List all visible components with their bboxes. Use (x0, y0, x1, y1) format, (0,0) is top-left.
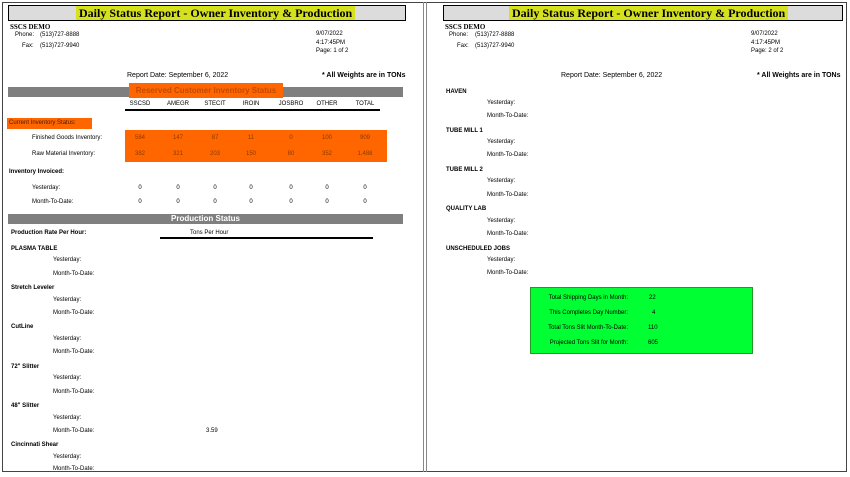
finished-goods-value: 584 (134, 135, 145, 141)
mtd-label: Month-To-Date: (53, 428, 95, 434)
mtd-label: Month-To-Date: (53, 310, 95, 316)
company-name: SSCS DEMO (445, 23, 486, 31)
col-header: TOTAL (355, 101, 375, 107)
col-header: JOSBRO (278, 101, 304, 107)
finished-goods-value: 100 (321, 135, 332, 141)
section-tube-mill-1: TUBE MILL 1 (446, 128, 483, 134)
phone-number: (513)727-8888 (40, 32, 80, 38)
reserved-section-title: Reserved Customer Inventory Status (135, 86, 277, 95)
invoiced-yesterday-value: 0 (289, 185, 293, 191)
column-header-rule (125, 109, 380, 111)
invoiced-mtd-value: 0 (138, 199, 142, 205)
phone-label: Phone: (15, 32, 35, 38)
yesterday-label: Yesterday: (53, 257, 82, 263)
finished-goods-value: 11 (247, 135, 255, 141)
projected-value: 605 (648, 340, 659, 346)
report-page-2 (427, 0, 847, 470)
col-header: STECIT (204, 101, 226, 107)
report-title: Daily Status Report - Owner Inventory & Production (509, 6, 788, 20)
report-date: Report Date: September 6, 2022 (127, 72, 229, 79)
col-header: SSCSD (129, 101, 151, 107)
monthly-summary-box (530, 287, 753, 354)
print-date: 9/07/2022 (316, 31, 343, 37)
production-rate-label: Production Rate Per Hour: (11, 230, 87, 236)
yesterday-label: Yesterday: (53, 454, 82, 460)
fax-number: (513)727-9940 (40, 43, 80, 49)
mtd-label: Month-To-Date: (53, 349, 95, 355)
finished-goods-value: 147 (172, 135, 183, 141)
inventory-invoiced-label: Inventory Invoiced: (9, 169, 65, 175)
section-72-slitter: 72" Slitter (11, 364, 40, 370)
print-time: 4:17:45PM (751, 40, 781, 46)
mtd-label: Month-To-Date: (53, 466, 95, 472)
shipping-days-label: Total Shipping Days in Month: (548, 295, 628, 301)
yesterday-label: Yesterday: (487, 257, 516, 263)
col-header: AMEGR (166, 101, 189, 107)
mtd-label: Month-To-Date: (487, 113, 529, 119)
report-date: Report Date: September 6, 2022 (561, 72, 663, 79)
raw-material-value: 80 (287, 151, 295, 157)
finished-goods-value: 909 (359, 135, 370, 141)
invoiced-yesterday-value: 0 (325, 185, 329, 191)
invoiced-yesterday-value: 0 (249, 185, 253, 191)
invoiced-yesterday-value: 0 (213, 185, 217, 191)
day-number-value: 4 (652, 310, 656, 316)
report-title: Daily Status Report - Owner Inventory & Production (76, 6, 355, 20)
tons-per-hour-rule (160, 237, 373, 239)
mtd-label: Month-To-Date: (487, 270, 529, 276)
slitter48-mtd-value: 3.59 (206, 428, 218, 434)
col-header: IROIN (242, 101, 260, 107)
section-tube-mill-2: TUBE MILL 2 (446, 167, 483, 173)
mtd-label: Month-To-Date: (487, 231, 529, 237)
invoiced-mtd-label: Month-To-Date: (32, 199, 74, 205)
section-cutline: CutLine (11, 324, 34, 330)
company-name: SSCS DEMO (10, 23, 51, 31)
finished-goods-label: Finished Goods Inventory: (32, 135, 103, 141)
invoiced-mtd-value: 0 (363, 199, 367, 205)
weights-note: * All Weights are in TONs (322, 72, 406, 79)
yesterday-label: Yesterday: (53, 336, 82, 342)
page-number: Page: 2 of 2 (751, 48, 784, 54)
yesterday-label: Yesterday: (53, 415, 82, 421)
tons-slit-value: 110 (648, 325, 658, 331)
fax-number: (513)727-9940 (475, 43, 515, 49)
section-quality-lab: QUALITY LAB (446, 206, 487, 212)
day-number-label: This Completes Day Number: (549, 310, 628, 316)
finished-goods-value: 0 (289, 135, 293, 141)
yesterday-label: Yesterday: (53, 297, 82, 303)
finished-goods-value: 87 (211, 135, 219, 141)
mtd-label: Month-To-Date: (487, 192, 529, 198)
current-inventory-label: Current Inventory Status: (9, 120, 76, 126)
raw-material-value: 150 (245, 151, 256, 157)
phone-label: Phone: (449, 32, 469, 38)
yesterday-label: Yesterday: (53, 375, 82, 381)
mtd-label: Month-To-Date: (487, 152, 529, 158)
tons-per-hour-label: Tons Per Hour (190, 230, 229, 236)
invoiced-yesterday-value: 0 (138, 185, 142, 191)
report-page-1 (0, 0, 423, 470)
raw-material-value: 1,488 (357, 151, 373, 157)
mtd-label: Month-To-Date: (53, 389, 95, 395)
projected-label: Projected Tons Slit for Month: (549, 340, 628, 346)
invoiced-mtd-value: 0 (289, 199, 293, 205)
fax-label: Fax: (22, 43, 34, 49)
mtd-label: Month-To-Date: (53, 271, 95, 277)
invoiced-mtd-value: 0 (176, 199, 180, 205)
raw-material-label: Raw Material Inventory: (32, 151, 96, 157)
print-date: 9/07/2022 (751, 31, 778, 37)
yesterday-label: Yesterday: (487, 100, 516, 106)
shipping-days-value: 22 (649, 295, 656, 301)
section-plasma-table: PLASMA TABLE (11, 246, 58, 252)
raw-material-value: 321 (172, 151, 183, 157)
tons-slit-label: Total Tons Slit Month-To-Date: (548, 325, 628, 331)
raw-material-value: 203 (209, 151, 220, 157)
invoiced-mtd-value: 0 (325, 199, 329, 205)
section-cincinnati-shear: Cincinnati Shear (11, 442, 59, 448)
raw-material-value: 352 (321, 151, 332, 157)
section-unscheduled-jobs: UNSCHEDULED JOBS (446, 246, 511, 252)
fax-label: Fax: (457, 43, 469, 49)
production-section-title: Production Status (171, 214, 240, 223)
print-time: 4:17:45PM (316, 40, 346, 46)
col-header: OTHER (316, 101, 338, 107)
yesterday-label: Yesterday: (487, 139, 516, 145)
invoiced-yesterday-value: 0 (176, 185, 180, 191)
weights-note: * All Weights are in TONs (757, 72, 841, 79)
yesterday-label: Yesterday: (487, 178, 516, 184)
section-haven: HAVEN (446, 89, 467, 95)
yesterday-label: Yesterday: (487, 218, 516, 224)
section-stretch-leveler: Stretch Leveler (11, 285, 55, 291)
page-number: Page: 1 of 2 (316, 48, 349, 54)
invoiced-mtd-value: 0 (213, 199, 217, 205)
phone-number: (513)727-8888 (475, 32, 515, 38)
invoiced-mtd-value: 0 (249, 199, 253, 205)
invoiced-yesterday-value: 0 (363, 185, 367, 191)
section-48-slitter: 48" Slitter (11, 403, 40, 409)
invoiced-yesterday-label: Yesterday: (32, 185, 61, 191)
raw-material-value: 382 (134, 151, 145, 157)
